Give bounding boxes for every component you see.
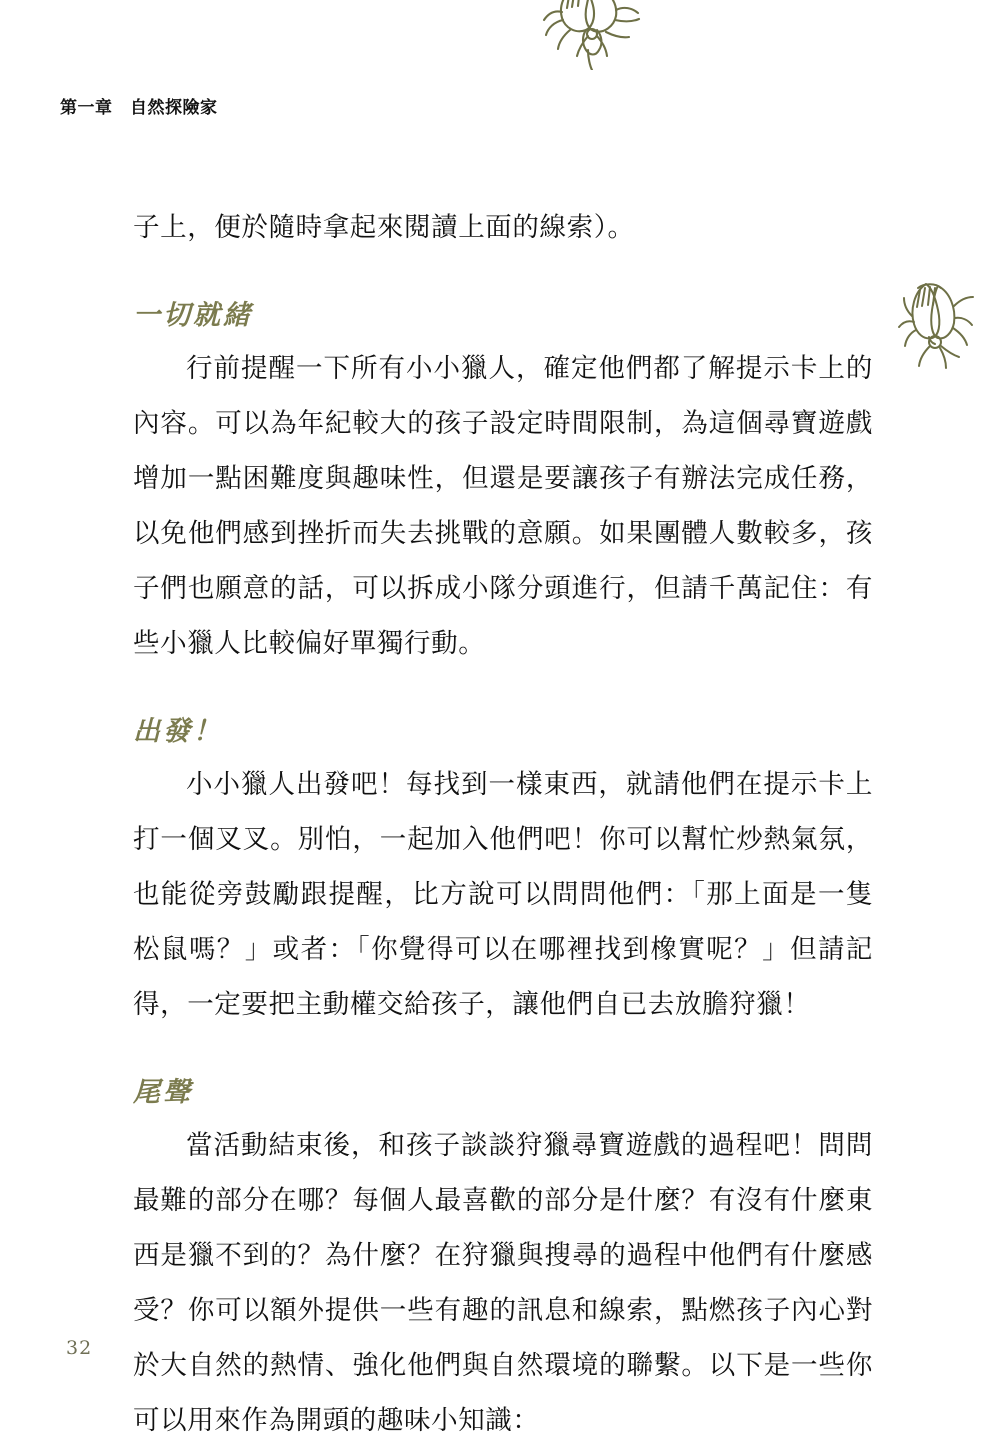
section-paragraph-1: 行前提醒一下所有小小獵人，確定他們都了解提示卡上的內容。可以為年紀較大的孩子設定時間限制，為這個尋寶遊戲增加一點困難度與趣味性，但還是要讓孩子有辦法完成任務，以免他們感到挫折而失去挑戰的意願。如果團體人數較多，孩子們也願意的話，可以拆成小隊分頭進行，但請千萬記住：有些小獵人比較偏好單獨行動。 bbox=[133, 353, 873, 659]
section-paragraph-2: 小小獵人出發吧！每找到一樣東西，就請他們在提示卡上打一個叉叉。別怕，一起加入他們吧！你可以幫忙炒熱氣氛，也能從旁鼓勵跟提醒，比方說可以問問他們：「那上面是一隻松鼠嗎？」或者：「你覺得可以在哪裡找到橡實呢？」但請記得，一定要把主動權交給孩子，讓他們自已去放膽狩獵！ bbox=[133, 769, 873, 1020]
section-heading-1: 一切就緒 bbox=[133, 300, 253, 331]
spacer bbox=[133, 1032, 873, 1070]
running-head-chapter: 第一章 自然探險家 bbox=[60, 98, 218, 118]
section-heading-3: 尾聲 bbox=[133, 1077, 193, 1108]
beetle-illustration-top-icon bbox=[536, 0, 648, 70]
beetle-illustration-right-icon bbox=[896, 276, 978, 370]
lead-paragraph: 子上，便於隨時拿起來閱讀上面的線索）。 bbox=[133, 212, 635, 243]
spacer bbox=[133, 671, 873, 709]
page-number: 32 bbox=[66, 1337, 93, 1359]
section-paragraph-3: 當活動結束後，和孩子談談狩獵尋寶遊戲的過程吧！問問最難的部分在哪？每個人最喜歡的部分是什麼？有沒有什麼東西是獵不到的？為什麼？在狩獵與搜尋的過程中他們有什麼感受？你可以額外提供一些有趣的訊息和線索，點燃孩子內心對於大自然的熱情、強化他們與自然環境的聯繫。以下是一些你可以用來作為開頭的趣味小知識： bbox=[133, 1130, 873, 1436]
text-column bbox=[133, 200, 873, 1448]
spacer bbox=[133, 255, 873, 293]
section-heading-2: 出發！ bbox=[133, 716, 223, 747]
